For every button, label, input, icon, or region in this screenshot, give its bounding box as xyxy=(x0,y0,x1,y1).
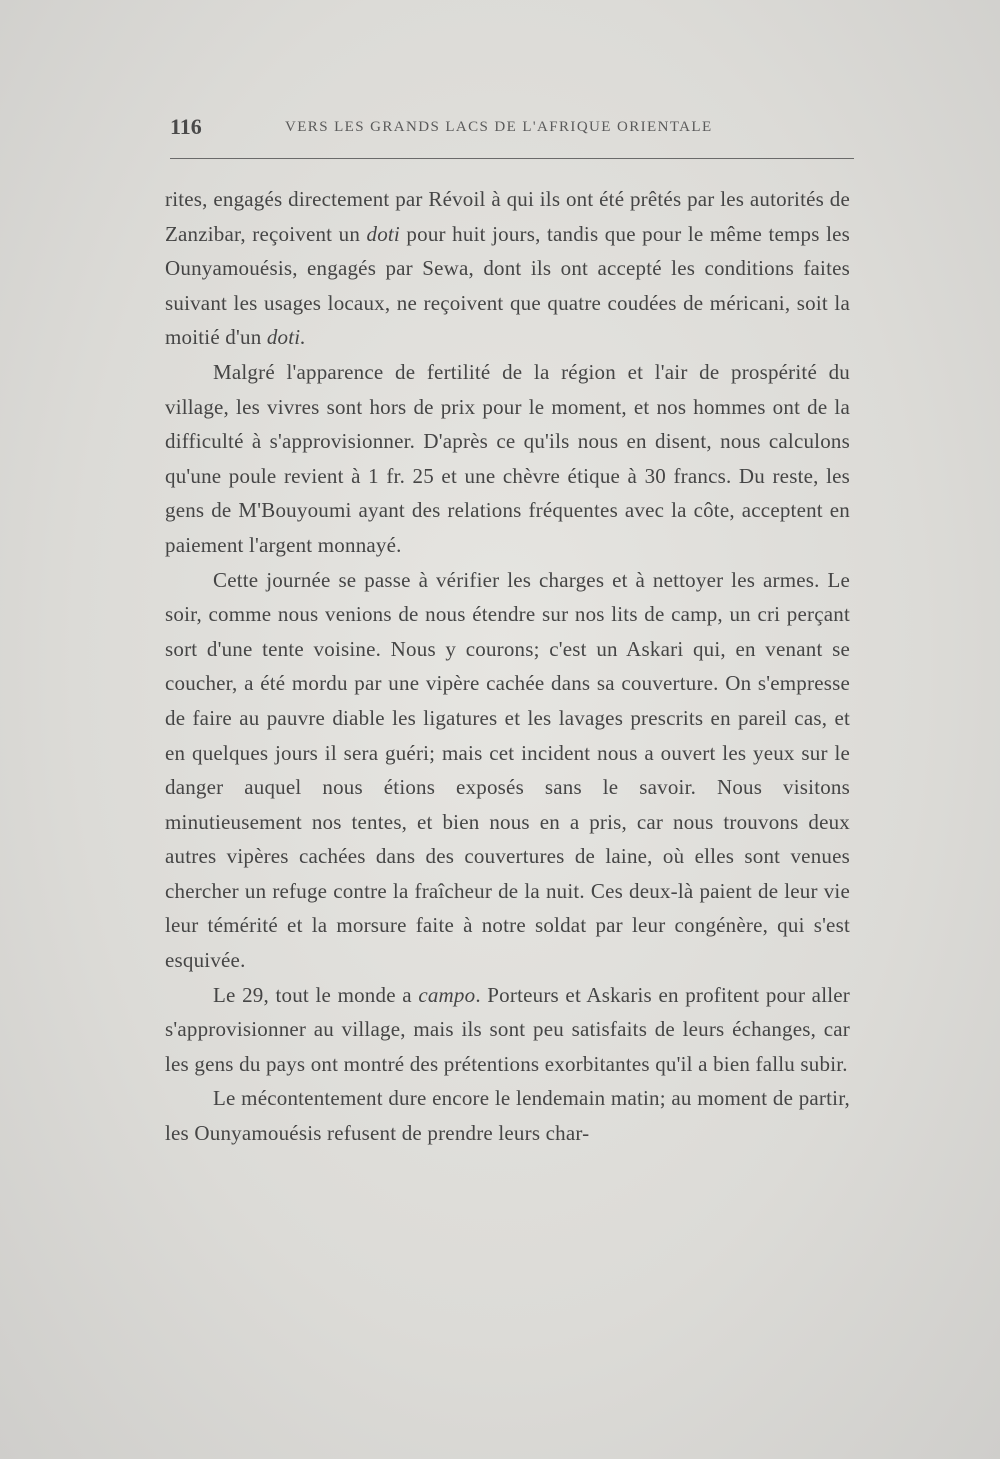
text-run: Le mécontentement dure encore le lendemain matin; au moment de partir, les Ounyamouésis refusent de prendre leurs char- xyxy=(165,1086,850,1146)
italic-text-run: doti xyxy=(366,221,400,246)
paragraph xyxy=(165,355,850,563)
text-run: Le 29, tout le monde a xyxy=(213,982,419,1007)
paragraph xyxy=(165,563,850,978)
paragraph xyxy=(165,978,850,1082)
body-text xyxy=(165,182,850,1151)
text-run: Malgré l'apparence de fertilité de la région et l'air de prospérité du village, les vivres sont hors de prix pour le moment, et nos hommes ont de la difficulté à s'approvisionner. D'après ce qu'ils nous en disent, nous calculons qu'une poule revient à 1 fr. 25 et une chèvre étique à 30 francs. Du reste, les gens de M'Bouyoumi ayant des relations fréquentes avec la côte, acceptent en paiement l'argent monnayé. xyxy=(165,359,850,557)
paragraph xyxy=(165,182,850,355)
header-rule xyxy=(170,158,854,159)
text-run: Cette journée se passe à vérifier les charges et à nettoyer les armes. Le soir, comme nous venions de nous étendre sur nos lits de camp, un cri perçant sort d'une tente voisine. Nous y courons; c'est un Askari qui, en venant se coucher, a été mordu par une vipère cachée dans sa couverture. On s'empresse de faire au pauvre diable les ligatures et les lavages prescrits en pareil cas, et en quelques jours il sera guéri; mais cet incident nous a ouvert les yeux sur le danger auquel nous étions exposés sans le savoir. Nous visitons minutieusement nos tentes, et bien nous en a pris, car nous trouvons deux autres vipères cachées dans des couvertures de laine, où elles sont venues chercher un refuge contre la fraîcheur de la nuit. Ces deux-là paient de leur vie leur témérité et la morsure faite à notre soldat par leur congénère, qui s'est esquivée. xyxy=(165,567,850,973)
paragraph xyxy=(165,1081,850,1150)
page-number: 116 xyxy=(170,114,202,139)
text-run: . Porteurs et Askaris en profitent pour aller s'approvisionner au village, mais ils sont peu satisfaits de leurs échanges, car les gens du pays ont montré des prétentions exorbitantes qu'il a bien fallu subir. xyxy=(165,982,850,1076)
italic-text-run: campo xyxy=(418,982,476,1007)
page-header xyxy=(170,114,850,140)
text-run: rites, engagés directement par Révoil à qui ils ont été prêtés par les autorités de Zanzibar, reçoivent un xyxy=(165,187,850,246)
text-run: pour huit jours, tandis que pour le même temps les Ounyamouésis, engagés par Sewa, dont ils ont accepté les conditions faites suivant les usages locaux, ne reçoivent que quatre coudées de méricani, soit la moitié d'un xyxy=(165,221,850,350)
running-title: VERS LES GRANDS LACS DE L'AFRIQUE ORIENTALE xyxy=(285,119,713,135)
italic-text-run: doti. xyxy=(266,325,306,350)
